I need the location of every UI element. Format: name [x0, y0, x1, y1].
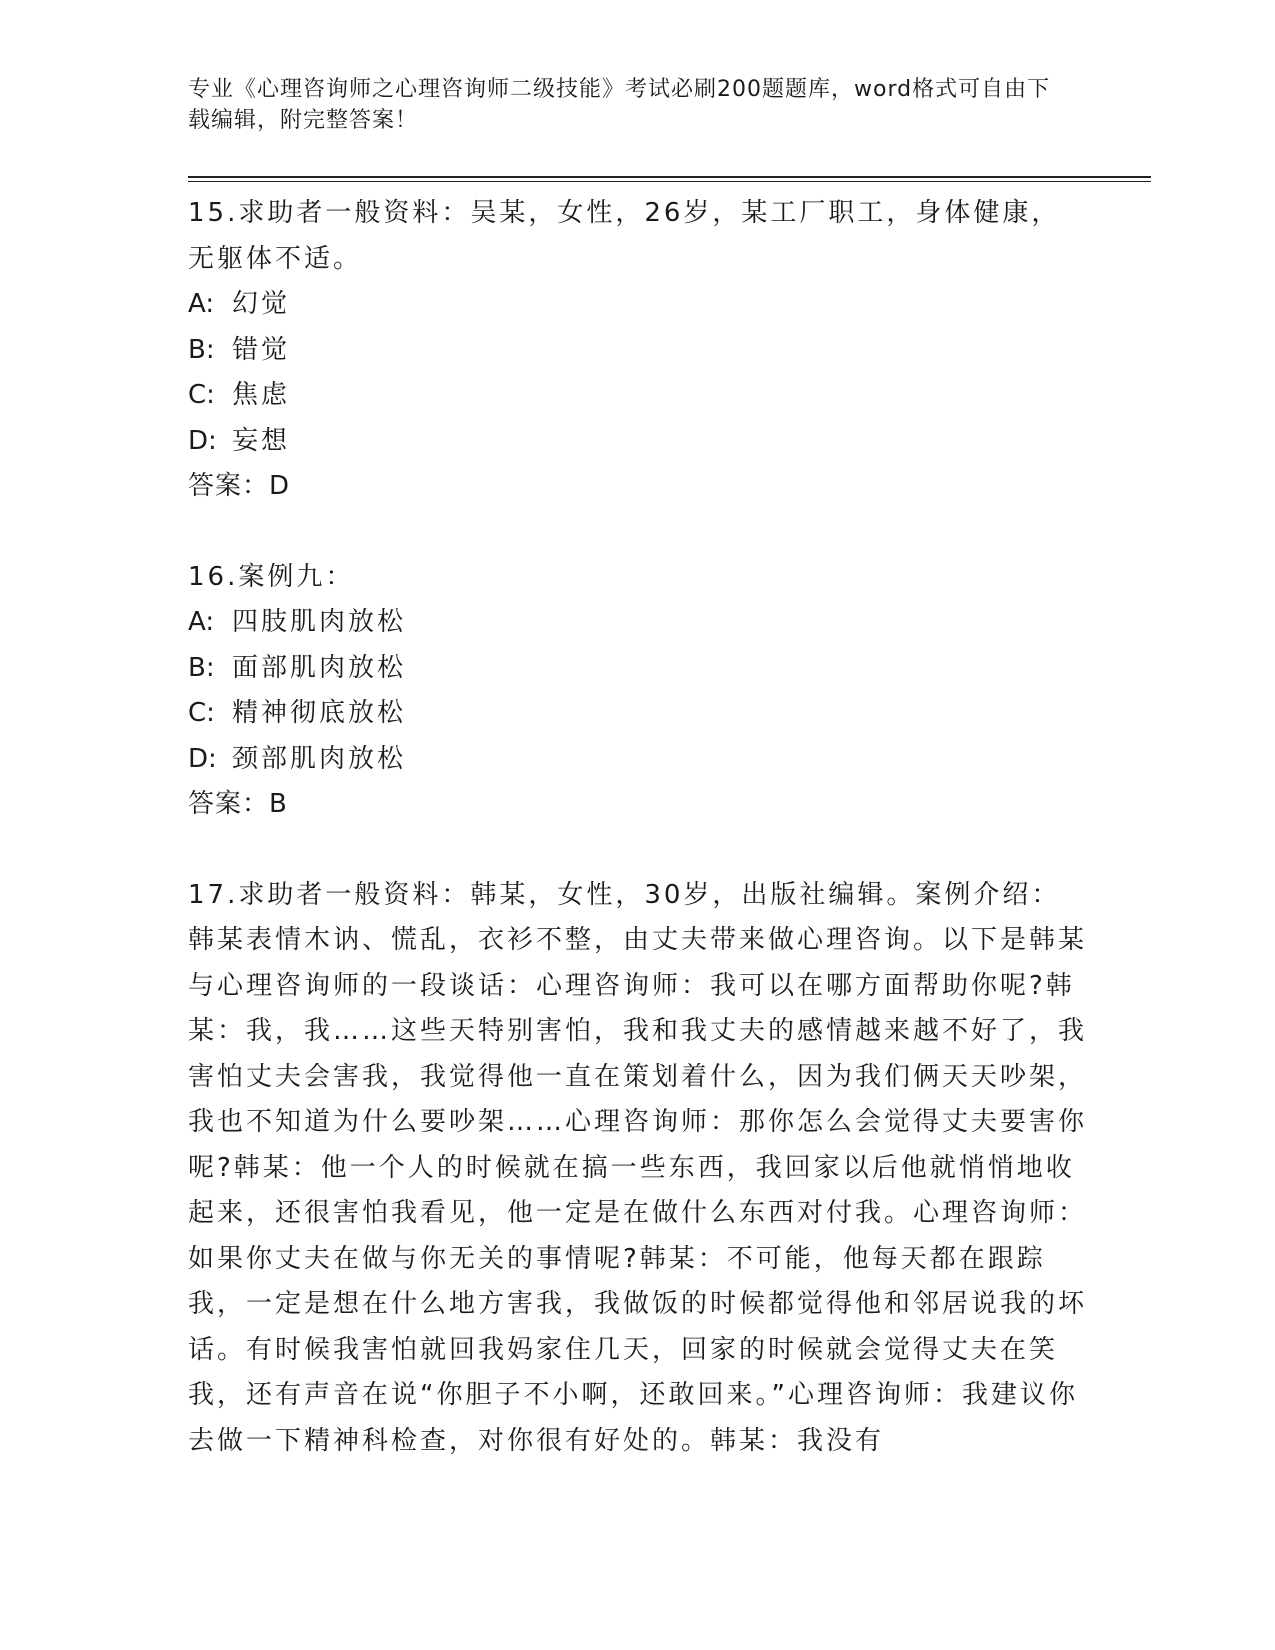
document-intro: 专业《心理咨询师之心理咨询师二级技能》考试必刷200题题库，word格式可自由下载编辑，附完整答案！: [188, 77, 1051, 133]
option-letter: C:: [188, 380, 215, 410]
option-b: [188, 646, 1088, 692]
option-text: 颈部肌肉放松: [232, 743, 407, 774]
option-letter: B:: [188, 334, 215, 365]
option-d: [188, 737, 1088, 783]
answer-line: 答案：B: [188, 789, 288, 819]
option-text: 幻觉: [232, 289, 291, 319]
option-letter: A:: [188, 607, 215, 637]
option-letter: D:: [188, 743, 217, 774]
question-stem: 15.求助者一般资料：吴某，女性，26岁，某工厂职工，身体健康，无躯体不适。: [188, 198, 1061, 274]
option-letter: B:: [188, 652, 215, 683]
question-list: [188, 191, 1088, 1509]
question-stem: 17.求助者一般资料：韩某，女性，30岁，出版社编辑。案例介绍：韩某表情木讷、慌乱，衣衫不整，由丈夫带来做心理咨询。以下是韩某与心理咨询师的一段谈话：心理咨询师：我可以在哪方面帮助你呢?韩某：我，我……这些天特别害怕，我和我丈夫的感情越来越不好了，我害怕丈夫会害我，我觉得他一直在策划着什么，因为我们俩天天吵架，我也不知道为什么要吵架……心理咨询师：那你怎么会觉得丈夫要害你呢?韩某：他一个人的时候就在搞一些东西，我回家以后他就悄悄地收起来，还很害怕我看见，他一定是在做什么东西对付我。心理咨询师：如果你丈夫在做与你无关的事情呢?韩某：不可能，他每天都在跟踪我，一定是想在什么地方害我，我做饭的时候都觉得他和邻居说我的坏话。有时候我害怕就回我妈家住几天，回家的时候就会觉得丈夫在笑我，还有声音在说“你胆子不小啊，还敢回来。”心理咨询师：我建议你去做一下精神科检查，对你很有好处的。韩某：我没有: [188, 879, 1088, 1456]
option-text: 四肢肌肉放松: [232, 607, 407, 637]
question-stem: 16.案例九：: [188, 561, 355, 592]
option-c: [188, 373, 1088, 419]
option-a: [188, 282, 1088, 328]
question-17: [188, 873, 1088, 1465]
option-d: [188, 419, 1088, 465]
option-c: [188, 691, 1088, 737]
option-text: 错觉: [232, 334, 291, 365]
option-text: 焦虑: [232, 380, 291, 410]
option-text: 面部肌肉放松: [232, 652, 407, 683]
question-16: [188, 555, 1088, 828]
option-letter: A:: [188, 289, 215, 319]
option-a: [188, 600, 1088, 646]
option-letter: C:: [188, 698, 215, 728]
answer-line: 答案：D: [188, 471, 291, 501]
option-text: 精神彻底放松: [232, 698, 407, 728]
question-15: [188, 191, 1088, 510]
divider-thick: [188, 176, 1151, 178]
option-letter: D:: [188, 425, 217, 456]
divider-thin: [188, 181, 1151, 182]
option-text: 妄想: [232, 425, 291, 456]
option-b: [188, 328, 1088, 374]
